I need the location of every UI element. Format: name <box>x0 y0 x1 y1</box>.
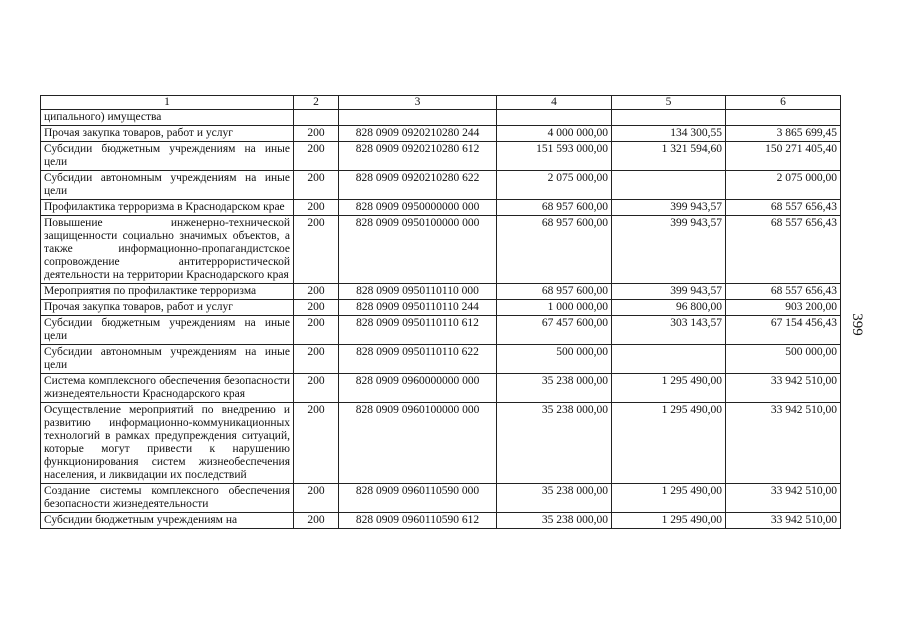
table-row <box>41 142 841 171</box>
row-unexecuted: 33 942 510,00 <box>726 374 841 403</box>
table-row <box>41 484 841 513</box>
row-approved: 35 238 000,00 <box>497 513 612 529</box>
row-code-2: 200 <box>294 484 339 513</box>
row-budget-code: 828 0909 0920210280 612 <box>339 142 497 171</box>
row-approved: 35 238 000,00 <box>497 374 612 403</box>
row-budget-code: 828 0909 0950110110 000 <box>339 284 497 300</box>
row-code-2: 200 <box>294 345 339 374</box>
column-header: 4 <box>497 96 612 110</box>
row-code-2: 200 <box>294 216 339 284</box>
column-header: 5 <box>612 96 726 110</box>
table-row <box>41 110 841 126</box>
row-budget-code: 828 0909 0920210280 622 <box>339 171 497 200</box>
row-budget-code: 828 0909 0950100000 000 <box>339 216 497 284</box>
row-budget-code <box>339 110 497 126</box>
row-budget-code: 828 0909 0950110110 622 <box>339 345 497 374</box>
row-executed: 96 800,00 <box>612 300 726 316</box>
row-budget-code: 828 0909 0950110110 244 <box>339 300 497 316</box>
row-unexecuted: 3 865 699,45 <box>726 126 841 142</box>
table-row <box>41 374 841 403</box>
table-row <box>41 300 841 316</box>
row-budget-code: 828 0909 0960110590 612 <box>339 513 497 529</box>
row-name: Субсидии автономным учреждениям на иные цели <box>41 345 294 374</box>
row-unexecuted: 150 271 405,40 <box>726 142 841 171</box>
row-code-2: 200 <box>294 513 339 529</box>
row-unexecuted: 903 200,00 <box>726 300 841 316</box>
page-number: 399 <box>848 313 865 336</box>
table-row <box>41 403 841 484</box>
row-unexecuted: 33 942 510,00 <box>726 484 841 513</box>
row-approved: 151 593 000,00 <box>497 142 612 171</box>
row-executed: 134 300,55 <box>612 126 726 142</box>
row-name: Субсидии бюджетным учреждениям на <box>41 513 294 529</box>
row-name: Создание системы комплексного обеспечения безопасности жизнедеятельности <box>41 484 294 513</box>
row-code-2: 200 <box>294 200 339 216</box>
row-approved: 68 957 600,00 <box>497 284 612 300</box>
table-row <box>41 345 841 374</box>
row-approved: 67 457 600,00 <box>497 316 612 345</box>
row-unexecuted: 33 942 510,00 <box>726 403 841 484</box>
row-code-2: 200 <box>294 403 339 484</box>
row-name: Субсидии бюджетным учреждениям на иные цели <box>41 316 294 345</box>
row-name: ципального) имущества <box>41 110 294 126</box>
budget-table <box>40 95 841 529</box>
table-row <box>41 126 841 142</box>
row-executed <box>612 345 726 374</box>
row-code-2: 200 <box>294 171 339 200</box>
column-header: 1 <box>41 96 294 110</box>
row-unexecuted: 500 000,00 <box>726 345 841 374</box>
row-approved <box>497 110 612 126</box>
row-unexecuted: 68 557 656,43 <box>726 216 841 284</box>
row-approved: 1 000 000,00 <box>497 300 612 316</box>
row-executed: 1 321 594,60 <box>612 142 726 171</box>
row-approved: 4 000 000,00 <box>497 126 612 142</box>
row-name: Прочая закупка товаров, работ и услуг <box>41 300 294 316</box>
row-budget-code: 828 0909 0950000000 000 <box>339 200 497 216</box>
row-name: Система комплексного обеспечения безопасности жизнедеятельности Краснодарского края <box>41 374 294 403</box>
table-row <box>41 171 841 200</box>
table-row <box>41 200 841 216</box>
row-approved: 68 957 600,00 <box>497 200 612 216</box>
row-unexecuted: 68 557 656,43 <box>726 200 841 216</box>
column-header: 2 <box>294 96 339 110</box>
row-name: Мероприятия по профилактике терроризма <box>41 284 294 300</box>
row-code-2: 200 <box>294 374 339 403</box>
row-unexecuted: 2 075 000,00 <box>726 171 841 200</box>
row-unexecuted: 33 942 510,00 <box>726 513 841 529</box>
table-row <box>41 216 841 284</box>
row-unexecuted: 67 154 456,43 <box>726 316 841 345</box>
row-executed <box>612 171 726 200</box>
row-executed: 399 943,57 <box>612 200 726 216</box>
table-row <box>41 316 841 345</box>
row-code-2: 200 <box>294 126 339 142</box>
row-approved: 35 238 000,00 <box>497 403 612 484</box>
row-budget-code: 828 0909 0960110590 000 <box>339 484 497 513</box>
row-unexecuted: 68 557 656,43 <box>726 284 841 300</box>
row-code-2 <box>294 110 339 126</box>
column-header: 6 <box>726 96 841 110</box>
row-executed: 303 143,57 <box>612 316 726 345</box>
row-approved: 2 075 000,00 <box>497 171 612 200</box>
row-approved: 35 238 000,00 <box>497 484 612 513</box>
row-executed: 399 943,57 <box>612 284 726 300</box>
row-code-2: 200 <box>294 316 339 345</box>
row-name: Субсидии автономным учреждениям на иные цели <box>41 171 294 200</box>
row-approved: 68 957 600,00 <box>497 216 612 284</box>
row-name: Повышение инженерно-технической защищенности социально значимых объектов, а также информационно-пропагандистское сопровождение антитеррористической деятельности на территории Краснодарского края <box>41 216 294 284</box>
row-budget-code: 828 0909 0950110110 612 <box>339 316 497 345</box>
row-name: Субсидии бюджетным учреждениям на иные цели <box>41 142 294 171</box>
column-header: 3 <box>339 96 497 110</box>
row-executed: 1 295 490,00 <box>612 374 726 403</box>
row-code-2: 200 <box>294 284 339 300</box>
row-name: Профилактика терроризма в Краснодарском крае <box>41 200 294 216</box>
row-executed: 1 295 490,00 <box>612 484 726 513</box>
row-budget-code: 828 0909 0920210280 244 <box>339 126 497 142</box>
row-code-2: 200 <box>294 142 339 171</box>
row-name: Осуществление мероприятий по внедрению и развитию информационно-коммуникационных технологий в рамках предупреждения ситуаций, которые могут привести к нарушению функционирования систем жизнеобеспечения населения, и ликвидации их последствий <box>41 403 294 484</box>
row-executed <box>612 110 726 126</box>
row-approved: 500 000,00 <box>497 345 612 374</box>
row-executed: 1 295 490,00 <box>612 403 726 484</box>
row-executed: 1 295 490,00 <box>612 513 726 529</box>
table-body <box>41 110 841 529</box>
row-budget-code: 828 0909 0960100000 000 <box>339 403 497 484</box>
row-code-2: 200 <box>294 300 339 316</box>
row-name: Прочая закупка товаров, работ и услуг <box>41 126 294 142</box>
table-row <box>41 513 841 529</box>
row-budget-code: 828 0909 0960000000 000 <box>339 374 497 403</box>
row-unexecuted <box>726 110 841 126</box>
row-executed: 399 943,57 <box>612 216 726 284</box>
table-row <box>41 284 841 300</box>
table-header-row <box>41 96 841 110</box>
